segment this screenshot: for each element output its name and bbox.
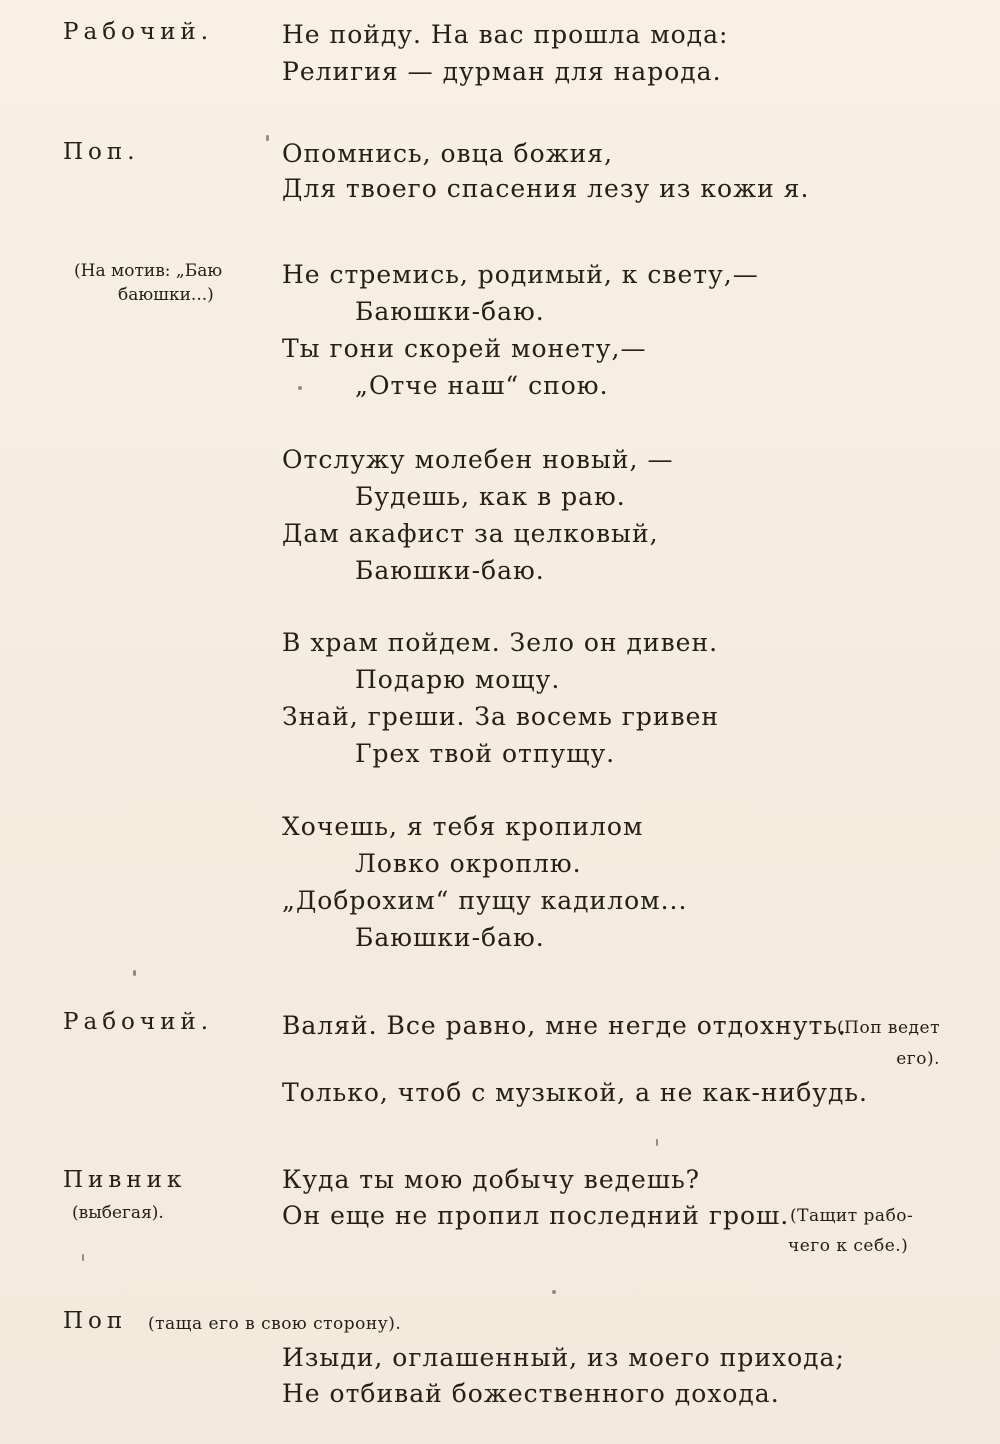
- speaker-worker-1: Рабочий.: [63, 19, 214, 45]
- verse-line-10: Будешь, как в раю.: [355, 482, 626, 511]
- verse-line-6: Баюшки-баю.: [355, 297, 545, 326]
- verse-line-24: Он еще не пропил последний грош.: [282, 1201, 790, 1230]
- verse-line-15: Знай, греши. За восемь гривен: [282, 702, 720, 731]
- verse-line-25: Изыди, оглашенный, из моего прихода;: [282, 1343, 845, 1372]
- verse-line-8: „Отче наш“ спою.: [355, 371, 609, 400]
- stage-direction-2a: (Тащит рабо-: [790, 1206, 914, 1226]
- verse-line-19: „Доброхим“ пущу кадилом...: [282, 886, 688, 915]
- verse-line-21: Валяй. Все равно, мне негде отдохнуть.: [282, 1011, 847, 1040]
- paper-speck-2: [298, 386, 302, 390]
- speaker-priest-2: Поп: [63, 1308, 128, 1334]
- speaker-brewer: Пивник: [63, 1167, 187, 1193]
- stage-direction-1: (Поп ведет его).: [837, 1018, 940, 1069]
- verse-line-4: Для твоего спасения лезу из кожи я.: [282, 174, 810, 203]
- verse-line-18: Ловко окроплю.: [355, 849, 582, 878]
- paper-speck-3: [133, 970, 136, 976]
- verse-line-26: Не отбивай божественного дохода.: [282, 1379, 780, 1408]
- paper-speck-1: [266, 135, 269, 141]
- verse-line-16: Грех твой отпущу.: [355, 739, 616, 768]
- stage-direction-2b: чего к себе.): [788, 1236, 909, 1256]
- speaker-priest-1: Поп.: [63, 139, 140, 165]
- paper-speck-4: [552, 1290, 556, 1294]
- speaker-priest-2-direction: (таща его в свою сторону).: [148, 1314, 402, 1334]
- paper-speck-5: [656, 1139, 658, 1146]
- verse-line-22: Только, чтоб с музыкой, а не как-нибудь.: [282, 1078, 868, 1107]
- verse-line-20: Баюшки-баю.: [355, 923, 545, 952]
- verse-line-17: Хочешь, я тебя кропилом: [282, 812, 644, 841]
- verse-line-9: Отслужу молебен новый, —: [282, 445, 674, 474]
- verse-line-23: Куда ты мою добычу ведешь?: [282, 1165, 701, 1194]
- verse-line-2: Религия — дурман для народа.: [282, 57, 722, 86]
- verse-line-7: Ты гони скорей монету,—: [282, 334, 647, 363]
- verse-line-3: Опомнись, овца божия,: [282, 139, 614, 168]
- verse-line-11: Дам акафист за целковый,: [282, 519, 659, 548]
- verse-line-13: В храм пойдем. Зело он дивен.: [282, 628, 719, 657]
- verse-line-14: Подарю мощу.: [355, 665, 561, 694]
- tune-note-line-2: баюшки...): [118, 285, 214, 305]
- verse-line-1: Не пойду. На вас прошла мода:: [282, 20, 729, 49]
- verse-line-5: Не стремись, родимый, к свету,—: [282, 260, 759, 289]
- paper-speck-6: [82, 1254, 84, 1261]
- verse-line-12: Баюшки-баю.: [355, 556, 545, 585]
- speaker-brewer-note: (выбегая).: [72, 1203, 164, 1223]
- tune-note-line-1: (На мотив: „Баю: [74, 261, 223, 281]
- speaker-worker-2: Рабочий.: [63, 1009, 214, 1035]
